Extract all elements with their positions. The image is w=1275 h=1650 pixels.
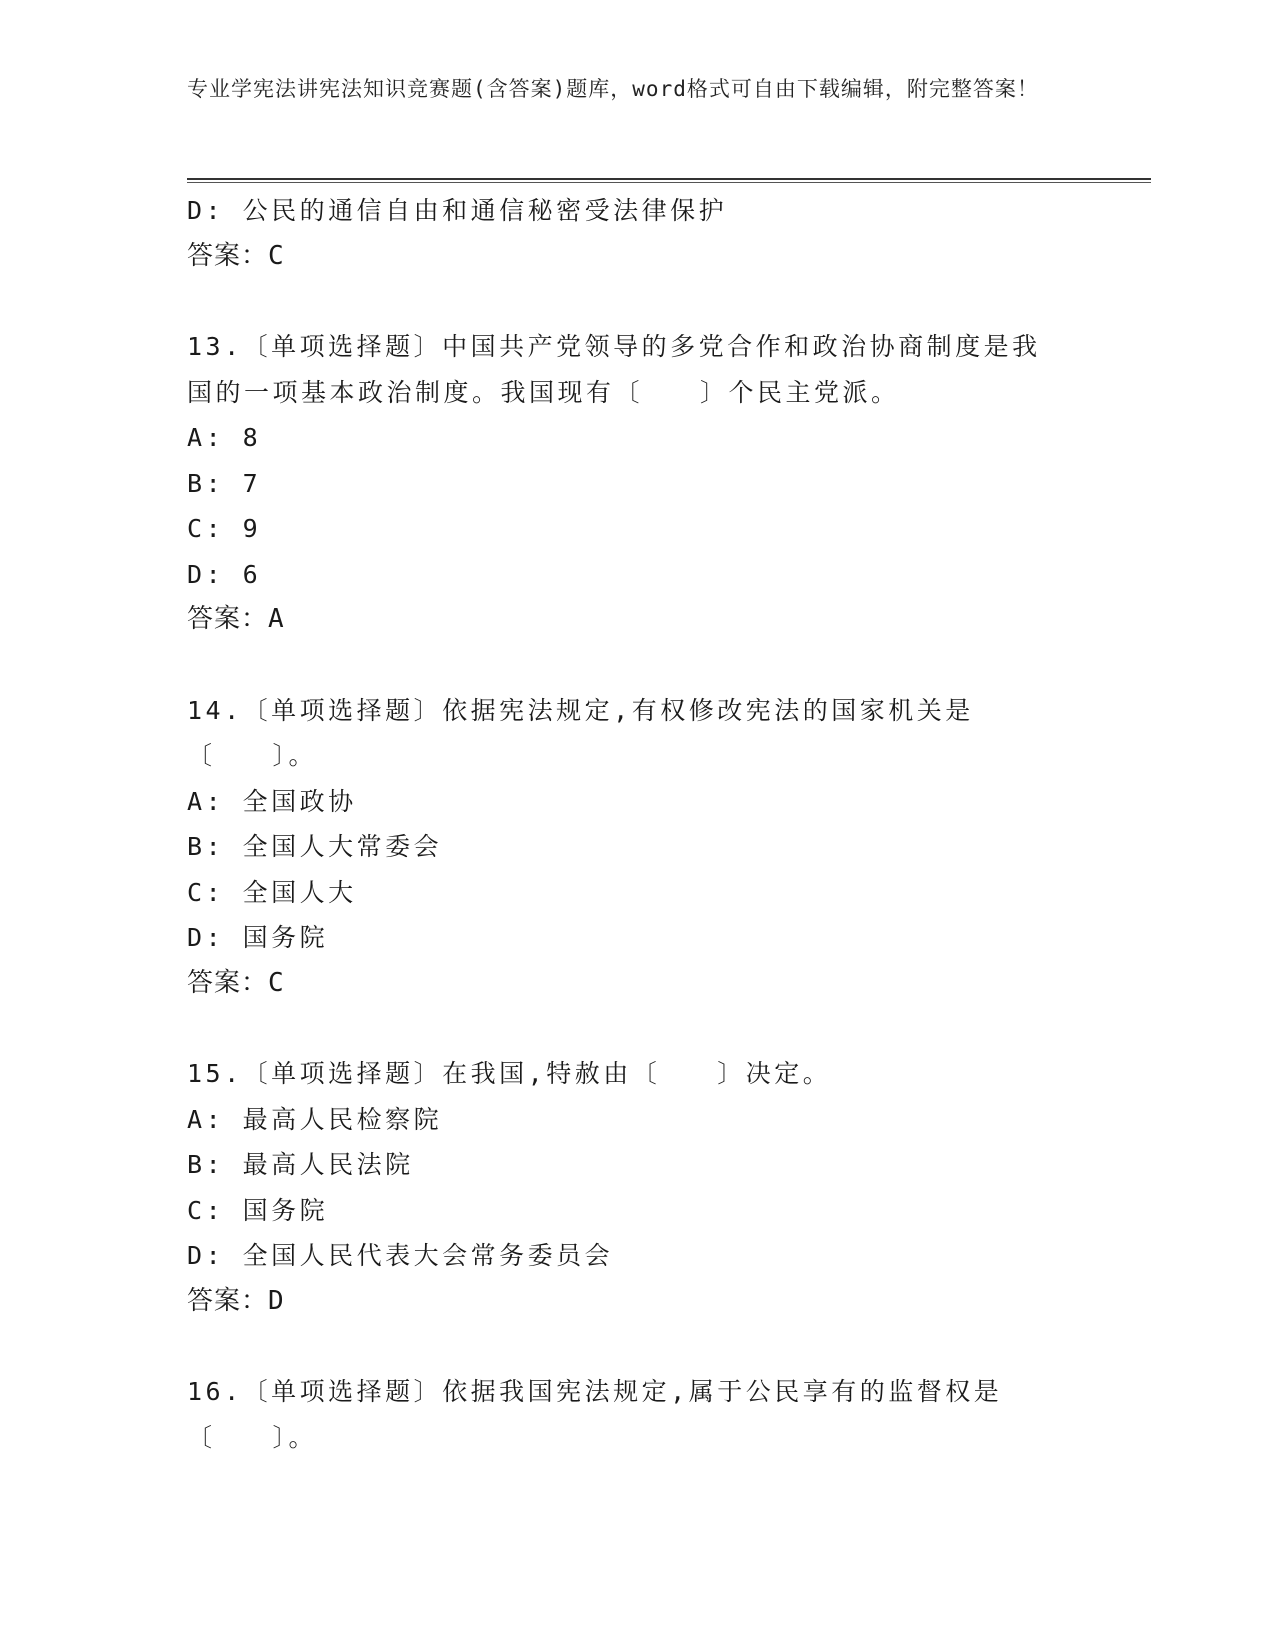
option-text: 6 bbox=[242, 559, 262, 589]
option-text: 国务院 bbox=[242, 923, 329, 952]
answer-value: C bbox=[268, 967, 285, 998]
option-text: 全国人民代表大会常务委员会 bbox=[242, 1241, 614, 1270]
answer-value: C bbox=[268, 240, 285, 271]
option-text: 全国人大常委会 bbox=[242, 832, 443, 861]
spacer bbox=[187, 279, 1087, 324]
question-stem: 14.〔单项选择题〕依据宪法规定,有权修改宪法的国家机关是〔 〕。 bbox=[187, 695, 974, 770]
spacer bbox=[187, 1324, 1087, 1369]
option-a: A: 最高人民检察院 bbox=[187, 1104, 443, 1134]
header-rule-thick bbox=[187, 178, 1151, 180]
spacer bbox=[187, 643, 1087, 688]
page-header: 专业学宪法讲宪法知识竞赛题(含答案)题库，word格式可自由下载编辑，附完整答案！ bbox=[187, 77, 1039, 101]
option-letter: A bbox=[187, 423, 206, 452]
option-letter: A bbox=[187, 786, 206, 816]
answer-value: D bbox=[268, 1285, 285, 1316]
question-15 bbox=[187, 1051, 1087, 1324]
answer-label: 答案： bbox=[187, 1285, 269, 1316]
option-c: C: 全国人大 bbox=[187, 877, 357, 907]
option-letter: C bbox=[187, 1195, 206, 1225]
question-stem: 15.〔单项选择题〕在我国,特赦由〔 〕决定。 bbox=[187, 1059, 832, 1088]
option-letter: C bbox=[187, 514, 206, 543]
option-letter: D bbox=[187, 923, 206, 952]
option-b: B: 7 bbox=[187, 468, 262, 498]
option-d: D: 国务院 bbox=[187, 923, 329, 952]
option-text: 全国政协 bbox=[242, 786, 357, 816]
header-rule-thin bbox=[187, 182, 1151, 183]
question-stem: 16.〔单项选择题〕依据我国宪法规定,属于公民享有的监督权是〔 〕。 bbox=[187, 1377, 1003, 1452]
answer-label: 答案： bbox=[187, 240, 269, 271]
answer-line bbox=[187, 234, 1087, 280]
option-a: A: 全国政协 bbox=[187, 786, 357, 816]
question-stem: 13.〔单项选择题〕中国共产党领导的多党合作和政治协商制度是我国的一项基本政治制度。我国现有〔 〕个民主党派。 bbox=[187, 332, 1041, 407]
option-letter: B bbox=[187, 468, 206, 498]
option-text: 7 bbox=[242, 468, 262, 498]
option-letter: B bbox=[187, 832, 206, 861]
option-a: A: 8 bbox=[187, 423, 262, 452]
answer-label: 答案： bbox=[187, 967, 269, 998]
option-text: 8 bbox=[242, 423, 262, 452]
answer-line bbox=[187, 597, 1087, 643]
question-14 bbox=[187, 688, 1087, 1007]
option-letter: C bbox=[187, 877, 206, 907]
option-letter: D bbox=[187, 559, 206, 589]
spacer bbox=[187, 1006, 1087, 1051]
answer-label: 答案： bbox=[187, 604, 269, 634]
question-16 bbox=[187, 1369, 1087, 1460]
option-c: C: 9 bbox=[187, 514, 262, 543]
option-letter: D bbox=[187, 1241, 206, 1270]
question-13 bbox=[187, 324, 1087, 643]
option-letter: A bbox=[187, 1104, 206, 1134]
answer-line bbox=[187, 961, 1087, 1007]
answer-line bbox=[187, 1279, 1087, 1325]
option-text: 国务院 bbox=[242, 1195, 329, 1225]
option-b: B: 最高人民法院 bbox=[187, 1150, 414, 1179]
option-text: 最高人民检察院 bbox=[242, 1104, 443, 1134]
option-text: 9 bbox=[242, 514, 262, 543]
answer-value: A bbox=[268, 604, 285, 634]
option-b: B: 全国人大常委会 bbox=[187, 832, 443, 861]
option-line: D: 公民的通信自由和通信秘密受法律保护 bbox=[187, 196, 728, 225]
option-text: 全国人大 bbox=[242, 877, 357, 907]
option-d: D: 全国人民代表大会常务委员会 bbox=[187, 1241, 614, 1270]
document-body bbox=[187, 188, 1087, 1460]
option-letter: B bbox=[187, 1150, 206, 1179]
option-d: D: 6 bbox=[187, 559, 262, 589]
option-text: 最高人民法院 bbox=[242, 1150, 414, 1179]
option-c: C: 国务院 bbox=[187, 1195, 329, 1225]
